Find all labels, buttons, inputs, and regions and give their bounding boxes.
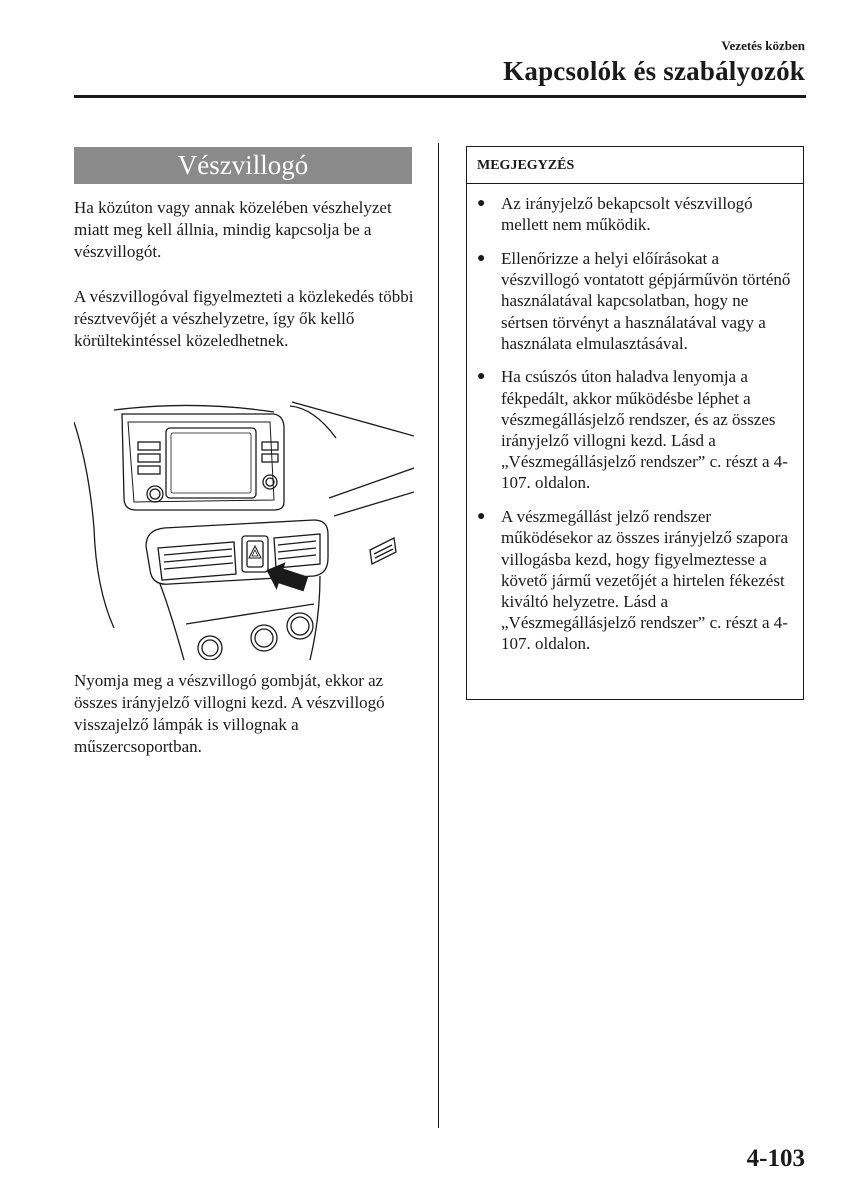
column-divider — [438, 143, 439, 1128]
note-item: ● Az irányjelző bekapcsolt vészvillogó mellett nem működik. — [477, 194, 753, 235]
header-rule — [74, 95, 806, 98]
note-box — [466, 146, 804, 700]
bullet-icon: ● — [477, 369, 486, 385]
section-banner: Vészvillogó — [74, 147, 412, 184]
note-item: ● Ha csúszós úton haladva lenyomja a fékpedált, akkor működésbe léphet a vészmegállásjelző rendszer, és az összes irányjelző villogni kezd. Lásd a „Vészmegállásjelző rendszer” c. részt a 4-107. oldalon. — [477, 367, 788, 493]
note-item: ● A vészmegállást jelző rendszer működésekor az összes irányjelző szapora villogásba kezd, hogy figyelmeztesse a követő jármű vezetőjét a hirtelen fékezést kiváltó helyzetre. Lásd a „Vészmegállásjelző rendszer” c. részt a 4-107. oldalon. — [477, 507, 788, 654]
page-number: 4-103 — [746, 1145, 805, 1172]
bullet-icon: ● — [477, 196, 486, 211]
warning-paragraph: A vészvillogóval figyelmezteti a közlekedés többi résztvevőjét a vészhelyzetre, így ők kellő körültekintéssel közeledhetnek. — [74, 287, 414, 350]
note-heading: MEGJEGYZÉS — [467, 147, 803, 184]
bullet-icon: ● — [477, 509, 486, 525]
bullet-icon: ● — [477, 250, 486, 266]
intro-paragraph: Ha közúton vagy annak közelében vészhelyzet miatt meg kell állnia, mindig kapcsolja be a vészvillogót. — [74, 198, 392, 261]
note-item: ● Ellenőrizze a helyi előírásokat a vészvillogó vontatott gépjárművön történő használatával kapcsolatban, hogy ne sértsen törvényt a használatával vagy a használata elmulasztásával. — [477, 248, 791, 353]
page-title: Kapcsolók és szabályozók — [503, 56, 805, 86]
chapter-label: Vezetés közben — [721, 38, 805, 53]
instruction-paragraph: Nyomja meg a vészvillogó gombját, ekkor az összes irányjelző villogni kezd. A vészvillogó visszajelző lámpák is villognak a műszercsoportban. — [74, 671, 385, 756]
dashboard-illustration — [74, 398, 414, 660]
note-list — [467, 184, 803, 655]
